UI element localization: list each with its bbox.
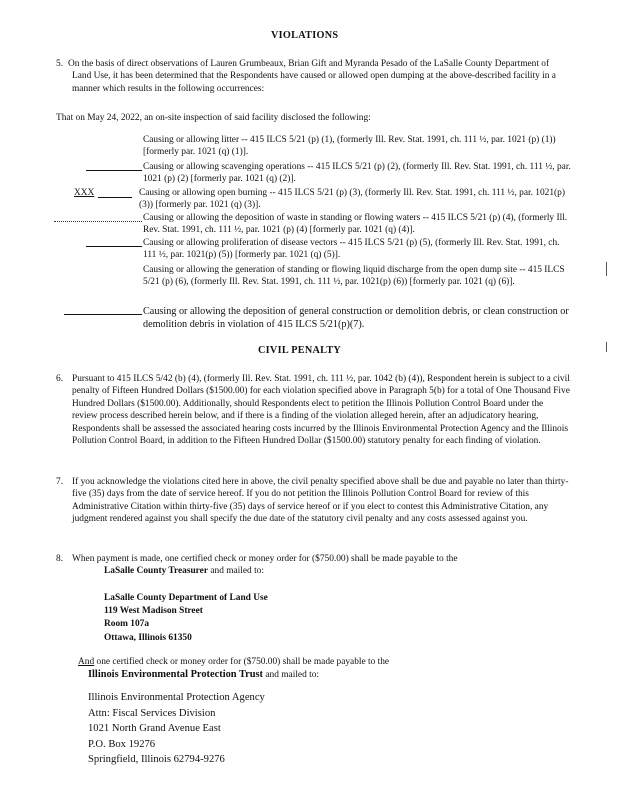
scan-mark [606, 262, 607, 276]
checkbox-line-waste-in-water [54, 211, 142, 222]
violation-item-litter: Causing or allowing litter -- 415 ILCS 5/21 (p) (1), (formerly Ill. Rev. Stat. 1991, ch. 111 ½, par. 1021 (p) (1)) [formerly par. 1021 (q) (1)]. [143, 135, 556, 158]
violation-item-scavenging: Causing or allowing scavenging operations -- 415 ILCS 5/21 (p) (2), (formerly Ill. Rev. Stat. 1991, ch. 111 ½, par. 1021 (p) (2) [formerly par. 1021 (q) (2)]. [143, 162, 571, 185]
checkbox-line-litter [86, 134, 142, 144]
violations-heading: VIOLATIONS [271, 30, 339, 41]
address-2-line-5: Springfield, Illinois 62794-9276 [88, 754, 225, 765]
address-2-line-3: 1021 North Grand Avenue East [88, 723, 221, 734]
paragraph-8-line-4 [88, 668, 319, 682]
paragraph-7-number: 7. [56, 477, 64, 487]
address-1-line-4: Ottawa, Illinois 61350 [104, 632, 192, 643]
payee-lasalle-treasurer: LaSalle County Treasurer [104, 566, 208, 576]
violation-item-waste-in-water: Causing or allowing the deposition of waste in standing or flowing waters -- 415 ILCS 5/21 (p) (4), (formerly Ill. Rev. Stat. 1991, ch. 111 ½, par. 1021 (p) (4) [formerly par. 1021 (q) (4)]. [143, 213, 568, 236]
address-1-line-1: LaSalle County Department of Land Use [104, 593, 268, 603]
violation-mark-open-burning: XXX [74, 188, 95, 198]
address-1-line-3: Room 107a [104, 619, 150, 630]
civil-penalty-heading: CIVIL PENALTY [258, 345, 342, 356]
violation-item-liquid-discharge: Causing or allowing the generation of standing or flowing liquid discharge from the open dump site -- 415 ILCS 5/21 (p) (6), (formerly Ill. Rev. Stat. 1991, ch. 111 ½, par. 1021(p) (6)) [formerly par. 1021 (q) (6)]. [143, 265, 565, 288]
violation-item-construction-debris: Causing or allowing the deposition of general construction or demolition debris, or clean construction or demolition debris in violation of 415 ILCS 5/21(p)(7). [143, 306, 569, 330]
violation-item-open-burning: Causing or allowing open burning -- 415 ILCS 5/21 (p) (3), (formerly Ill. Rev. Stat. 1991, ch. 111 ½, par. 1021(p) (3)) [formerly par. 1021 (q) (3)]. [139, 188, 565, 211]
paragraph-7-text: If you acknowledge the violations cited here in above, the civil penalty specified above shall be due and payable no later than thirty-five (35) days from the date of service hereof. If you do not petition the Illinois Pollution Control Board for review of this Administrative Citation within thirty-five (35) days of service hereof or if you elect to contest this Administrative Citation, any judgment rendered against you shall specify the due date of the statutory civil penalty and any costs assessed against you. [72, 477, 569, 525]
address-2-line-1: Illinois Environmental Protection Agency [88, 692, 265, 703]
address-lasalle-county [104, 592, 268, 645]
scan-mark [606, 342, 607, 352]
paragraph-5-number: 5. [56, 59, 64, 69]
paragraph-8-line-2 [104, 565, 264, 577]
checkbox-line-open-burning [98, 187, 132, 198]
address-illinois-epa [88, 690, 265, 768]
violation-item-disease-vectors: Causing or allowing proliferation of disease vectors -- 415 ILCS 5/21 (p) (5), (formerly Ill. Rev. Stat. 1991, ch. 111 ½, par. 1021(p) (5)) [formerly par. 1021 (q) (5)]. [143, 238, 560, 261]
paragraph-8-line-1: When payment is made, one certified check or money order for ($750.00) shall be made payable to the [72, 554, 458, 564]
paragraph-6-text: Pursuant to 415 ILCS 5/42 (b) (4), (formerly Ill. Rev. Stat. 1991, ch. 111 ½, par. 1042 (b) (4)), Respondent herein is subject to a civil penalty of Fifteen Hundred Dollars ($1500.00) for each violation specified above in Paragraph 5(b) for a total of One Thousand Five Hundred Dollars ($1500.00). Additionally, should Respondents elect to petition the Illinois Pollution Control Board under the review process described herein below, and if there is a finding of the violation alleged herein, after an adjudicatory hearing, Respondents shall be assessed the associated hearing costs incurred by the Illinois Environmental Protection Agency and the Illinois Pollution Control Board, in addition to the Fifteen Hundred Dollar ($1500.00) statutory penalty for each finding of violation. [72, 374, 570, 447]
address-2-line-2: Attn: Fiscal Services Division [88, 707, 216, 719]
paragraph-6-number: 6. [56, 374, 64, 384]
paragraph-8-number: 8. [56, 554, 64, 564]
mailed-to-text-2: and mailed to: [263, 670, 320, 680]
paragraph-5-text: On the basis of direct observations of Lauren Grumbeaux, Brian Gift and Myranda Pesado of the LaSalle County Department of Land Use, it has been determined that the Respondents have caused or allowed open dumping at the above-described facility in a manner which results in the following occurrences: [68, 59, 556, 94]
checkbox-line-construction-debris [64, 304, 142, 315]
paragraph-8-line-3-text: one certified check or money order for ($750.00) shall be made payable to the [94, 657, 390, 667]
payee-illinois-trust: Illinois Environmental Protection Trust [88, 669, 264, 680]
checkbox-line-disease-vectors [86, 236, 142, 247]
and-word: And [78, 657, 95, 667]
mailed-to-text-1: and mailed to: [208, 566, 264, 576]
inspection-intro: That on May 24, 2022, an on-site inspection of said facility disclosed the following: [56, 113, 371, 123]
address-2-line-4: P.O. Box 19276 [88, 738, 156, 750]
checkbox-line-scavenging [86, 160, 142, 171]
address-1-line-2: 119 West Madison Street [104, 606, 203, 617]
paragraph-8-line-3 [78, 656, 389, 668]
